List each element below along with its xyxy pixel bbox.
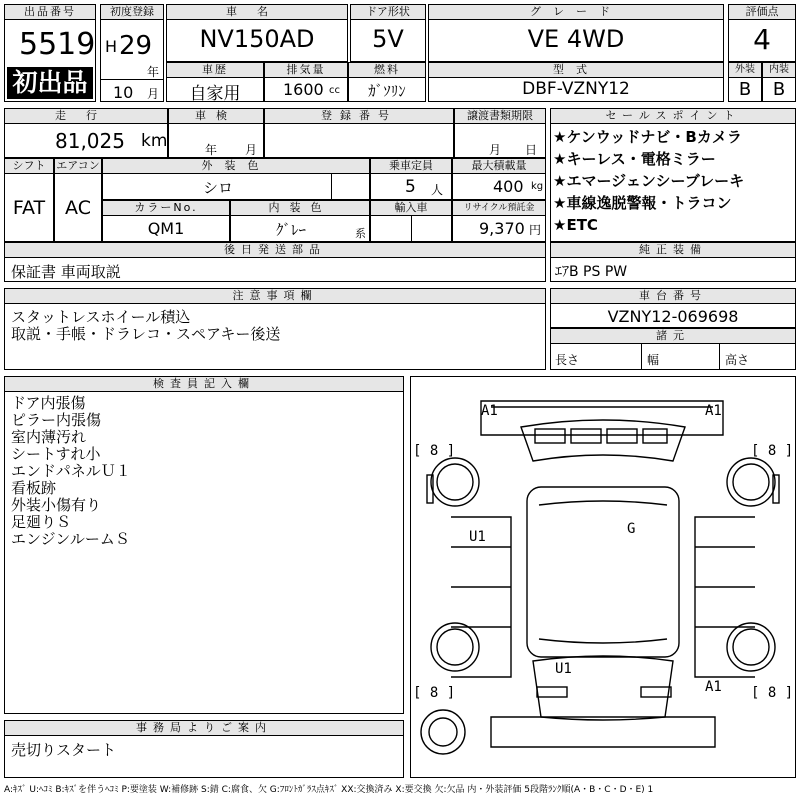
wheel-rear-right bbox=[727, 623, 775, 671]
sales-point-item: ★車線逸脱警報・トラコン bbox=[553, 194, 732, 212]
legend: A:ｷｽﾞ U:ﾍｺﾐ B:ｷｽﾞを伴うﾍｺﾐ P:要塗装 W:補修跡 S:錆 C:腐食、欠 G:ﾌﾛﾝﾄｶﾞﾗｽ点ｷｽﾞ XX:交換済み X:要交換 欠:欠品 内・外装評価 5段階ﾗﾝｸ順(A・B・C・D・E) 1 bbox=[4, 785, 654, 795]
mark-roof: G bbox=[627, 521, 636, 537]
recycle-fee: 9,370 bbox=[479, 219, 525, 238]
right-side bbox=[695, 517, 755, 677]
inspector-line: 室内薄汚れ bbox=[11, 428, 87, 446]
exterior-grade-box bbox=[728, 62, 762, 102]
tire-rear-right: [ 8 ] bbox=[751, 685, 794, 701]
notes-label: 注意事項欄 bbox=[4, 288, 546, 304]
notes-list bbox=[11, 309, 280, 343]
interior-grade: B bbox=[772, 79, 786, 100]
transfer-month-unit: 月 bbox=[489, 143, 502, 157]
vehicle-diagram bbox=[411, 377, 795, 777]
chassis-box bbox=[550, 288, 796, 328]
sales-point-item: ★エマージェンシーブレーキ bbox=[553, 172, 745, 190]
front-bumper bbox=[481, 401, 723, 435]
later-parts-label: 後日発送部品 bbox=[4, 242, 546, 258]
later-parts-box bbox=[4, 242, 546, 282]
inspector-line: ピラー内張傷 bbox=[11, 411, 102, 429]
first-reg-label: 初度登録 bbox=[100, 4, 164, 20]
sales-point-item: ★キーレス・電格ミラー bbox=[553, 150, 716, 168]
displacement-box bbox=[264, 62, 348, 102]
ext-color-label: 外装色 bbox=[102, 158, 370, 174]
max-load-box bbox=[452, 158, 546, 200]
registration-number-box bbox=[264, 108, 454, 158]
int-color: ｸﾞﾚｰ bbox=[275, 221, 306, 239]
era: H bbox=[105, 37, 118, 56]
mark-rear-panel: U1 bbox=[555, 661, 572, 677]
width-label: 幅 bbox=[647, 353, 660, 367]
score-label: 評価点 bbox=[728, 4, 796, 20]
history: 自家用 bbox=[189, 84, 241, 104]
displacement: 1600 bbox=[283, 80, 324, 99]
capacity: 5 bbox=[405, 177, 416, 197]
door-box bbox=[350, 4, 426, 62]
import-box bbox=[370, 200, 452, 242]
office-box bbox=[4, 720, 404, 778]
recycle-box bbox=[452, 200, 546, 242]
inspector-line: ドア内張傷 bbox=[11, 394, 86, 412]
length-label: 長さ bbox=[555, 353, 580, 367]
inspection-box bbox=[168, 108, 264, 158]
inspector-line: 外装小傷有り bbox=[11, 496, 102, 514]
color-no-box bbox=[102, 200, 230, 242]
sales-points-box bbox=[550, 108, 796, 242]
capacity-box bbox=[370, 158, 452, 200]
door-type: 5V bbox=[372, 25, 404, 53]
rear-bumper bbox=[491, 717, 715, 747]
lot-number-box bbox=[4, 4, 96, 102]
equipment-box bbox=[550, 242, 796, 282]
inspector-list bbox=[11, 395, 131, 548]
office-note: 売切りスタート bbox=[11, 741, 117, 759]
roof bbox=[527, 487, 679, 657]
displacement-unit: cc bbox=[329, 85, 340, 96]
notes-box bbox=[4, 288, 546, 370]
reg-month: 10 bbox=[113, 83, 134, 102]
vehicle-diagram-box bbox=[410, 376, 796, 778]
inspector-line: エンジンルームＳ bbox=[11, 530, 130, 548]
height-label: 高さ bbox=[725, 353, 750, 367]
transfer-deadline-label: 譲渡書類期限 bbox=[454, 108, 546, 124]
dimensions-box bbox=[550, 328, 796, 370]
year-unit: 年 bbox=[147, 65, 160, 79]
interior-grade-box bbox=[762, 62, 796, 102]
tire-front-right: [ 8 ] bbox=[751, 443, 794, 459]
first-listing-badge: 初出品 bbox=[7, 67, 93, 99]
sales-point-item: ★ETC bbox=[553, 216, 598, 234]
lot-number-label: 出品番号 bbox=[4, 4, 96, 20]
score: 4 bbox=[753, 23, 771, 56]
chassis-number: VZNY12-069698 bbox=[607, 307, 739, 326]
recycle-unit: 円 bbox=[529, 223, 542, 237]
car-name-box bbox=[166, 4, 348, 62]
fuel: ｶﾞｿﾘﾝ bbox=[368, 82, 406, 100]
inspection-label: 車検 bbox=[168, 108, 264, 124]
rear-window bbox=[533, 656, 673, 720]
import-label: 輸入車 bbox=[370, 200, 452, 216]
sales-point-item: ★ケンウッドナビ・Bカメラ bbox=[553, 128, 742, 146]
mileage: 81,025 bbox=[55, 129, 125, 153]
sales-points-label: セールスポイント bbox=[550, 108, 796, 124]
tire-rear-left: [ 8 ] bbox=[413, 685, 456, 701]
history-label: 車歴 bbox=[166, 62, 264, 78]
wheel-front-left bbox=[431, 458, 479, 506]
transfer-deadline-box bbox=[454, 108, 546, 158]
note-line: 取説・手帳・ドラレコ・スペアキー後送 bbox=[11, 325, 281, 343]
car-name-label: 車名 bbox=[166, 4, 348, 20]
fuel-box bbox=[348, 62, 426, 102]
inspector-line: エンドパネルＵ１ bbox=[11, 462, 131, 480]
grade-box bbox=[428, 4, 724, 62]
shift: FAT bbox=[12, 197, 46, 219]
mileage-label: 走行 bbox=[4, 108, 168, 124]
exterior-grade: B bbox=[738, 79, 752, 100]
ac: AC bbox=[65, 197, 91, 219]
equipment: ｴｱB PS PW bbox=[555, 264, 628, 280]
model-code-box bbox=[428, 62, 724, 102]
model-code: DBF-VZNY12 bbox=[522, 79, 630, 99]
first-registration-box bbox=[100, 4, 164, 102]
hood bbox=[521, 420, 685, 461]
shift-label: シフト bbox=[4, 158, 54, 174]
office-label: 事務局よりご案内 bbox=[4, 720, 404, 736]
spare-tire bbox=[421, 710, 465, 754]
ext-color: シロ bbox=[202, 179, 233, 197]
max-load-label: 最大積載量 bbox=[452, 158, 546, 174]
registration-number-label: 登録番号 bbox=[264, 108, 454, 124]
lot-number: 5519 bbox=[19, 27, 96, 62]
note-line: スタットレスホイール積込 bbox=[11, 308, 191, 326]
tire-front-left: [ 8 ] bbox=[413, 443, 456, 459]
score-box bbox=[728, 4, 796, 62]
inspection-month-unit: 月 bbox=[245, 143, 258, 157]
interior-grade-label: 内装 bbox=[762, 62, 796, 78]
chassis-label: 車台番号 bbox=[550, 288, 796, 304]
sales-points-list bbox=[553, 126, 793, 236]
mileage-unit: km bbox=[141, 131, 168, 151]
fuel-label: 燃料 bbox=[348, 62, 426, 78]
wheel-rear-left bbox=[431, 623, 479, 671]
later-parts: 保証書 車両取説 bbox=[11, 263, 121, 281]
door-label: ドア形状 bbox=[350, 4, 426, 20]
car-name: NV150AD bbox=[199, 25, 315, 53]
ext-color-box bbox=[102, 158, 370, 200]
mark-front-left: A1 bbox=[481, 403, 498, 419]
inspector-line: シートすれ小 bbox=[11, 445, 101, 463]
history-box bbox=[166, 62, 264, 102]
inspection-year-unit: 年 bbox=[205, 143, 218, 157]
ac-label: エアコン bbox=[54, 158, 102, 174]
mark-front-right: A1 bbox=[705, 403, 722, 419]
inspector-line: 看板跡 bbox=[11, 479, 57, 497]
displacement-label: 排気量 bbox=[264, 62, 348, 78]
int-color-box bbox=[230, 200, 370, 242]
inspector-box bbox=[4, 376, 404, 714]
month-unit: 月 bbox=[147, 87, 160, 101]
model-code-label: 型式 bbox=[428, 62, 724, 78]
max-load-unit: kg bbox=[531, 181, 544, 192]
recycle-label: リサイクル預託金 bbox=[452, 200, 546, 216]
int-color-label: 内装色 bbox=[230, 200, 370, 216]
inspector-label: 検査員記入欄 bbox=[4, 376, 404, 392]
inspector-line: 足廻りＳ bbox=[11, 513, 72, 531]
dims-label: 諸元 bbox=[550, 328, 796, 344]
grade: VE 4WD bbox=[527, 25, 625, 53]
grade-label: グレード bbox=[428, 4, 724, 20]
ac-box bbox=[54, 158, 102, 242]
mileage-box bbox=[4, 108, 168, 158]
capacity-unit: 人 bbox=[431, 183, 444, 197]
exterior-grade-label: 外装 bbox=[728, 62, 762, 78]
max-load: 400 bbox=[493, 177, 524, 196]
shift-box bbox=[4, 158, 54, 242]
mark-left-door: U1 bbox=[469, 529, 486, 545]
equipment-label: 純正装備 bbox=[550, 242, 796, 258]
reg-year: 29 bbox=[119, 31, 153, 61]
transfer-day-unit: 日 bbox=[525, 143, 538, 157]
wheel-front-right bbox=[727, 458, 775, 506]
mark-rear-right: A1 bbox=[705, 679, 722, 695]
color-no: QM1 bbox=[147, 219, 185, 238]
int-color-suffix: 系 bbox=[355, 227, 366, 240]
color-no-label: カラーNo. bbox=[102, 200, 230, 216]
capacity-label: 乗車定員 bbox=[370, 158, 452, 174]
